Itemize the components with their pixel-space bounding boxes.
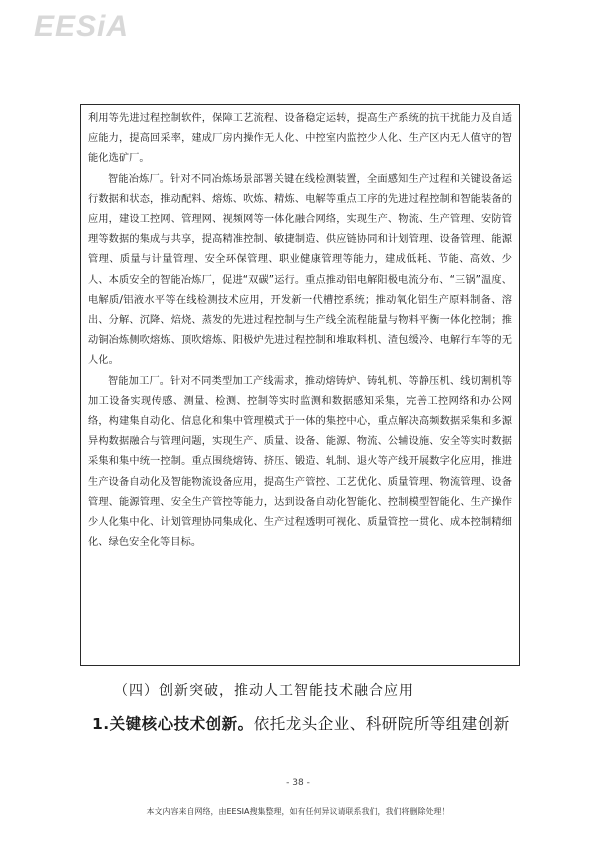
item-title: 1.关键核心技术创新。: [92, 715, 254, 733]
box-paragraph-1: 利用等先进过程控制软件，保障工艺流程、设备稳定运转，提高生产系统的抗干扰能力及自适应能力，提高回采率，建成厂房内操作无人化、中控室内监控少人化、生产区内无人值守的智能化选矿厂。: [88, 113, 512, 165]
body-line: [92, 712, 532, 734]
section-heading: （四）创新突破，推动人工智能技术融合应用: [114, 683, 414, 699]
item-text: 依托龙头企业、科研院所等组建创新: [253, 715, 510, 733]
box-paragraph-2: 智能冶炼厂。针对不同冶炼场景部署关键在线检测装置，全面感知生产过程和关键设备运行数据和状态，推动配料、熔炼、吹炼、精炼、电解等重点工序的先进过程控制和智能装备的应用，建设工控网、管理网、视频网等一体化融合网络，实现生产、物流、生产管理、安防管理等数据的集成与共享，提高精准控制、敏捷制造、供应链协同和计划管理、设备管理、能源管理、质量与计量管理、安全环保管理、职业健康管理等能力，建成低耗、节能、高效、少人、本质安全的智能冶炼厂，促进“双碳”运行。重点推动铝电解阳极电流分布、“三锅”温度、电解质/铝液水平等在线检测技术应用，开发新一代槽控系统；推动氧化铝生产原料制备、溶出、分解、沉降、焙烧、蒸发的先进过程控制与生产线全流程能量与物料平衡一体化控制；推动铜冶炼侧吹熔炼、顶吹熔炼、阳极炉先进过程控制和堆取料机、渣包缓冷、电解行车等的无人化。: [88, 173, 512, 367]
eesia-logo: EESiA: [34, 10, 130, 43]
footer-note: 本文内容来自网络，由EESIA搜集整理，如有任何异议请联系我们，我们将删除处理！: [146, 807, 450, 816]
box-paragraph-3: 智能加工厂。针对不同类型加工产线需求，推动熔铸炉、铸轧机、等静压机、线切割机等加工设备实现传感、测量、检测、控制等实时监测和数据感知采集，完善工控网络和办公网络，构建集自动化、信息化和集中管理模式于一体的集控中心，重点解决高频数据采集和多源异构数据融合与管理问题，实现生产、质量、设备、能源、物流、公辅设施、安全等实时数据采集和集中统一控制。重点围绕熔铸、挤压、锻造、轧制、退火等产线开展数字化应用，推进生产设备自动化及智能物流设备应用，提高生产管控、工艺优化、质量管理、物流管理、设备管理、能源管理、安全生产管控等能力，达到设备自动化智能化、控制模型智能化、生产操作少人化集中化、计划管理协同集成化、生产过程透明可视化、质量管控一贯化、成本控制精细化、绿色安全化等目标。: [88, 375, 512, 549]
page-number: - 38 -: [286, 778, 310, 788]
content-box: [80, 104, 520, 666]
